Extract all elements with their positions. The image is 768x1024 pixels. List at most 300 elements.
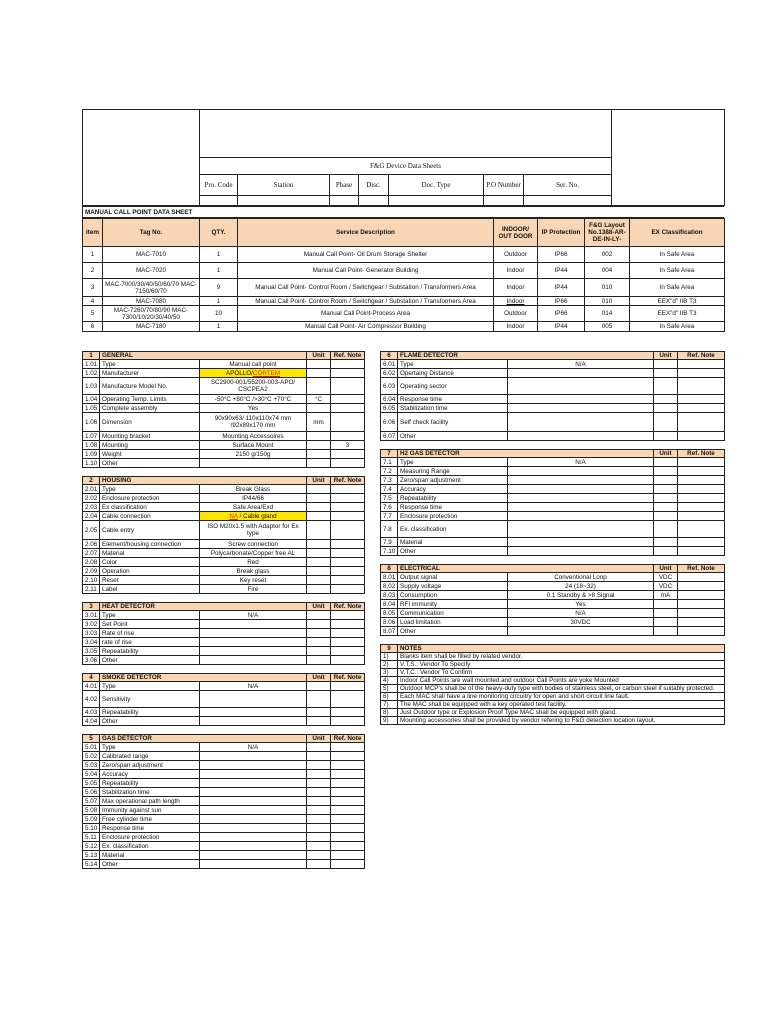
spec-value [200, 638, 307, 647]
spec-cell: 2.02 [83, 494, 100, 503]
service-cell: IP44 [538, 322, 585, 332]
section-title: H2 GAS DETECTOR [398, 450, 654, 458]
spec-label: Type [398, 360, 508, 369]
spec-cell: 5.07 [83, 797, 100, 806]
spec-row [83, 851, 365, 860]
spec-value [200, 512, 307, 521]
header-cell: item [83, 219, 103, 247]
spec-cell [331, 611, 365, 620]
service-cell: IP44 [538, 263, 585, 279]
spec-value: Mounting Accessoires [200, 432, 307, 441]
spec-cell [331, 404, 365, 413]
service-cell: 1 [200, 247, 238, 263]
note-text: Indoor Call Points are wall mounted and outdoor Call Points are yoke Mounted [398, 677, 725, 685]
spec-cell [307, 656, 331, 665]
section-gap [83, 665, 365, 674]
spec-row [83, 833, 365, 842]
spec-cell: 3.04 [83, 638, 100, 647]
ref-note-header: Ref. Note [678, 352, 725, 360]
spec-cell: °C [307, 395, 331, 404]
note-text: The MAC shall be equipped with a key operated test facility. [398, 701, 725, 709]
header-cell: F&G Layout No.1388-AR-DE-IN-LY- [585, 219, 630, 247]
spec-cell: 7.1 [381, 458, 398, 467]
spec-label: Load limitation [398, 618, 508, 627]
spec-label: Sensitivity [100, 691, 200, 708]
spec-value: 30VDC [508, 618, 654, 627]
service-cell: 9 [200, 279, 238, 297]
spec-cell [678, 485, 725, 494]
header-col: Doc. Type [389, 175, 484, 196]
spec-label: Measuring Range [398, 467, 508, 476]
spec-cell [307, 743, 331, 752]
spec-row [381, 404, 725, 413]
spec-cell [307, 459, 331, 468]
gap-cell [83, 665, 365, 674]
spec-label: RFI immunity [398, 600, 508, 609]
section-gap [381, 636, 725, 645]
spec-cell [331, 788, 365, 797]
spec-cell [678, 494, 725, 503]
spec-label: Operating sector [398, 378, 508, 395]
service-cell: Manual Call Point- Oil Drum Storage Shelter [238, 247, 494, 263]
spec-label: Label [100, 585, 200, 594]
spec-value [508, 503, 654, 512]
spec-cell [331, 842, 365, 851]
service-cell: 1 [200, 322, 238, 332]
spec-cell [654, 600, 678, 609]
spec-cell [331, 833, 365, 842]
spec-row [83, 752, 365, 761]
note-number: 4) [381, 677, 398, 685]
spec-row [381, 582, 725, 591]
spec-cell [331, 717, 365, 726]
spec-label: Self check facility [398, 413, 508, 432]
service-cell: 004 [585, 263, 630, 279]
unit-header: Unit [654, 565, 678, 573]
spec-cell: 6.04 [381, 395, 398, 404]
spec-cell [331, 558, 365, 567]
spec-value: Screw connection [200, 540, 307, 549]
service-cell: Outdoor [494, 306, 538, 322]
spec-cell: 2.03 [83, 503, 100, 512]
spec-row [83, 576, 365, 585]
section-number: 3 [83, 603, 100, 611]
spec-cell: VDC [654, 582, 678, 591]
spec-label: Enclosure protection [100, 833, 200, 842]
spec-cell [654, 458, 678, 467]
spec-label: Supply voltage [398, 582, 508, 591]
spec-cell [654, 503, 678, 512]
spec-cell [307, 611, 331, 620]
spec-row [83, 549, 365, 558]
spec-cell [331, 395, 365, 404]
spec-cell: 8.01 [381, 573, 398, 582]
spec-value [200, 860, 307, 869]
service-cell: EEX"d" IIB T3 [630, 306, 725, 322]
spec-label: Material [398, 538, 508, 547]
spec-cell: 4.01 [83, 682, 100, 691]
spec-row [83, 369, 365, 378]
note-text: V.T.C.: Vendor To Confirm [398, 669, 725, 677]
section-title: HOUSING [100, 477, 307, 485]
spec-label: Color [100, 558, 200, 567]
spec-label: Consumption [398, 591, 508, 600]
spec-row [83, 494, 365, 503]
spec-cell: 2.05 [83, 521, 100, 540]
spec-label: Stabilization time [398, 404, 508, 413]
spec-label: Dimension [100, 413, 200, 432]
unit-header: Unit [307, 674, 331, 682]
spec-value: IP44/66 [200, 494, 307, 503]
spec-value [200, 620, 307, 629]
service-cell: In Safe Area [630, 322, 725, 332]
spec-cell: 1.02 [83, 369, 100, 378]
spec-value: Break glass [200, 567, 307, 576]
spec-cell [678, 467, 725, 476]
spec-row [83, 503, 365, 512]
spec-cell [307, 360, 331, 369]
spec-cell [678, 404, 725, 413]
section-header [381, 565, 725, 573]
spec-cell: 2.08 [83, 558, 100, 567]
spec-cell: 7.6 [381, 503, 398, 512]
spec-cell [654, 476, 678, 485]
spec-cell [331, 761, 365, 770]
spec-value [200, 647, 307, 656]
note-text: Outdoor MCP's shall be of the heavy-duty type with bodies of stainless steel, or carbon steel if suitably protected. [398, 685, 725, 693]
section-number: 9 [381, 645, 398, 653]
spec-cell [678, 591, 725, 600]
spec-cell [331, 459, 365, 468]
section-title: SMOKE DETECTOR [100, 674, 307, 682]
spec-cell: 7.7 [381, 512, 398, 521]
spec-label: Type [100, 360, 200, 369]
spec-cell: 5.12 [83, 842, 100, 851]
spec-cell [654, 538, 678, 547]
spec-row [83, 413, 365, 432]
spec-cell [654, 521, 678, 538]
section-gap [83, 726, 365, 735]
service-cell: 2 [83, 263, 103, 279]
spec-cell: 6.07 [381, 432, 398, 441]
spec-cell: 5.11 [83, 833, 100, 842]
spec-cell [331, 797, 365, 806]
spec-value [508, 467, 654, 476]
spec-cell: 7.5 [381, 494, 398, 503]
spec-cell: 7.2 [381, 467, 398, 476]
spec-cell: 1.06 [83, 413, 100, 432]
spec-cell: 2.10 [83, 576, 100, 585]
spec-value: Surface Mount [200, 441, 307, 450]
service-cell: IP44 [538, 279, 585, 297]
notes-header [381, 645, 725, 653]
service-row [83, 263, 725, 279]
note-row [381, 677, 725, 685]
spec-value [508, 432, 654, 441]
spec-row [381, 547, 725, 556]
spec-cell: 5.09 [83, 815, 100, 824]
sheet-title-row [82, 206, 724, 218]
spec-row [381, 476, 725, 485]
spec-cell [307, 576, 331, 585]
spec-cell [307, 558, 331, 567]
spec-cell [307, 629, 331, 638]
spec-cell [678, 476, 725, 485]
manufacturer-apollo: APOLLO [225, 369, 252, 377]
unit-header: Unit [654, 352, 678, 360]
note-number: 7) [381, 701, 398, 709]
section-header [83, 352, 365, 360]
spec-cell [307, 585, 331, 594]
spec-label: Accuracy [100, 770, 200, 779]
spec-label: Accuracy [398, 485, 508, 494]
spec-value [508, 538, 654, 547]
spec-cell [331, 413, 365, 432]
spec-cell [331, 585, 365, 594]
spec-value [508, 395, 654, 404]
spec-cell [678, 538, 725, 547]
service-cell: 014 [585, 306, 630, 322]
service-cell: Outdoor [494, 247, 538, 263]
spec-row [83, 797, 365, 806]
spec-row [83, 441, 365, 450]
spec-row [83, 585, 365, 594]
spec-cell [307, 691, 331, 708]
spec-cell [331, 860, 365, 869]
service-cell: 002 [585, 247, 630, 263]
sheet-title: MANUAL CALL POINT DATA SHEET [83, 207, 725, 218]
spec-label: Repeatability [100, 708, 200, 717]
spec-value: Yes [200, 404, 307, 413]
section-header [83, 735, 365, 743]
spec-cell [307, 549, 331, 558]
spec-row [381, 494, 725, 503]
spec-row [83, 485, 365, 494]
spec-row [83, 567, 365, 576]
spec-value: ISO M20x1.5 with Adaptor for Ex type [200, 521, 307, 540]
spec-cell [654, 404, 678, 413]
service-cell: 005 [585, 322, 630, 332]
spec-label: Repeatability [100, 779, 200, 788]
service-cell: Manual Call Point- Generator Building [238, 263, 494, 279]
spec-cell: 7.3 [381, 476, 398, 485]
spec-cell [654, 395, 678, 404]
spec-value [508, 369, 654, 378]
spec-value: 24 (18~32) [508, 582, 654, 591]
spec-label: Repeatability [398, 494, 508, 503]
spec-cell [331, 779, 365, 788]
service-cell: IP66 [538, 247, 585, 263]
spec-cell [307, 647, 331, 656]
spec-row [83, 450, 365, 459]
spec-cell: 4.02 [83, 691, 100, 708]
ref-note-header: Ref. Note [331, 603, 365, 611]
section-title: GENERAL [100, 352, 307, 360]
spec-cell [307, 788, 331, 797]
spec-value: Break Glass [200, 485, 307, 494]
spec-cell [307, 824, 331, 833]
spec-value [508, 404, 654, 413]
spec-value [508, 413, 654, 432]
spec-value: N/A [508, 609, 654, 618]
spec-row [83, 521, 365, 540]
header-cell: EX Classification [630, 219, 725, 247]
spec-value: Conventional Loop [508, 573, 654, 582]
spec-cell [678, 360, 725, 369]
spec-cell [331, 770, 365, 779]
spec-cell [331, 752, 365, 761]
spec-cell: 1.04 [83, 395, 100, 404]
header-col: P.O Number [484, 175, 524, 196]
section-gap [83, 468, 365, 477]
spec-cell [331, 647, 365, 656]
spec-cell [331, 512, 365, 521]
spec-cell [331, 806, 365, 815]
spec-label: Element/housing connection [100, 540, 200, 549]
spec-cell: 5.04 [83, 770, 100, 779]
spec-label: Ex classification [100, 503, 200, 512]
spec-cell: 2.04 [83, 512, 100, 521]
spec-value [508, 512, 654, 521]
spec-cell: 3.06 [83, 656, 100, 665]
spec-cell: 5.06 [83, 788, 100, 797]
service-cell: 10 [200, 306, 238, 322]
unit-header: Unit [654, 450, 678, 458]
service-cell: Indoor [494, 322, 538, 332]
spec-row [83, 540, 365, 549]
spec-label: Output signal [398, 573, 508, 582]
spec-cell: 6.03 [381, 378, 398, 395]
spec-label: Rate of rise [100, 629, 200, 638]
service-cell: 4 [83, 297, 103, 306]
service-row [83, 306, 725, 322]
unit-header: Unit [307, 603, 331, 611]
note-row [381, 661, 725, 669]
spec-cell [678, 573, 725, 582]
spec-cell [331, 691, 365, 708]
gap-cell [381, 556, 725, 565]
spec-label: rate of rise [100, 638, 200, 647]
spec-cell [331, 824, 365, 833]
spec-cell [307, 450, 331, 459]
spec-value [508, 485, 654, 494]
spec-cell [307, 779, 331, 788]
spec-row [83, 512, 365, 521]
spec-cell [331, 521, 365, 540]
spec-label: Immunity against sun [100, 806, 200, 815]
service-row [83, 247, 725, 263]
spec-cell: 7.8 [381, 521, 398, 538]
spec-cell [331, 432, 365, 441]
spec-cell [307, 682, 331, 691]
spec-row [83, 824, 365, 833]
spec-value [200, 656, 307, 665]
unit-header: Unit [307, 477, 331, 485]
spec-row [83, 611, 365, 620]
spec-cell [331, 540, 365, 549]
service-cell: Manual Call Point- Control Room / Switchgear / Substation / Transformers Area [238, 297, 494, 306]
spec-cell [654, 485, 678, 494]
spec-cell [654, 618, 678, 627]
spec-label: Operating Temp. Limits [100, 395, 200, 404]
spec-label: Manufacturer [100, 369, 200, 378]
service-cell: MAC-7010 [103, 247, 200, 263]
section-number: 5 [83, 735, 100, 743]
spec-value: Manual call point [200, 360, 307, 369]
header-title: F&G Device Data Sheets [200, 158, 612, 175]
spec-row [381, 378, 725, 395]
spec-cell [331, 494, 365, 503]
header-cell: INDOOR/ OUT DOOR [494, 219, 538, 247]
spec-row [83, 638, 365, 647]
spec-cell [307, 851, 331, 860]
spec-value [200, 797, 307, 806]
note-row [381, 685, 725, 693]
spec-row [83, 395, 365, 404]
logo-box [83, 110, 200, 206]
spec-cell [654, 432, 678, 441]
service-row [83, 279, 725, 297]
spec-cell: 8.04 [381, 600, 398, 609]
header-col: Disc. [359, 175, 389, 196]
spec-label: Other [398, 432, 508, 441]
spec-value [200, 691, 307, 708]
service-cell: IP66 [538, 297, 585, 306]
spec-cell: 3.01 [83, 611, 100, 620]
service-cell: In Safe Area [630, 263, 725, 279]
spec-value: N/A [508, 360, 654, 369]
service-cell: Manual Call Point-Process Area [238, 306, 494, 322]
spec-cell [307, 806, 331, 815]
note-row [381, 653, 725, 661]
spec-cell: mA [654, 591, 678, 600]
spec-cell [678, 512, 725, 521]
spec-cell: 3.05 [83, 647, 100, 656]
spec-cell [678, 582, 725, 591]
spec-cell [331, 485, 365, 494]
cable-gland: Cable gland [243, 512, 277, 520]
spec-label: Opertaing Distance [398, 369, 508, 378]
spec-row [381, 538, 725, 547]
spec-label: Type [398, 458, 508, 467]
gap-cell [83, 468, 365, 477]
service-header-row [83, 219, 725, 247]
service-cell: 010 [585, 297, 630, 306]
section-header [83, 674, 365, 682]
section-number: 2 [83, 477, 100, 485]
spec-label: Stabilization time [100, 788, 200, 797]
spec-cell [654, 413, 678, 432]
spec-cell [678, 618, 725, 627]
spec-cell: 5.13 [83, 851, 100, 860]
spec-cell [331, 450, 365, 459]
section-header [381, 352, 725, 360]
spec-value [200, 717, 307, 726]
spec-label: Response time [398, 503, 508, 512]
ref-note-header: Ref. Note [331, 477, 365, 485]
spec-cell [678, 432, 725, 441]
spec-label: Manufacture Model No. [100, 378, 200, 395]
spec-cell: 2.09 [83, 567, 100, 576]
section-number: 8 [381, 565, 398, 573]
spec-row [83, 360, 365, 369]
spec-cell [307, 485, 331, 494]
spec-label: Response time [398, 395, 508, 404]
section-title: NOTES [398, 645, 725, 653]
spec-label: Other [398, 627, 508, 636]
spec-cell [331, 369, 365, 378]
ref-note-header: Ref. Note [331, 352, 365, 360]
